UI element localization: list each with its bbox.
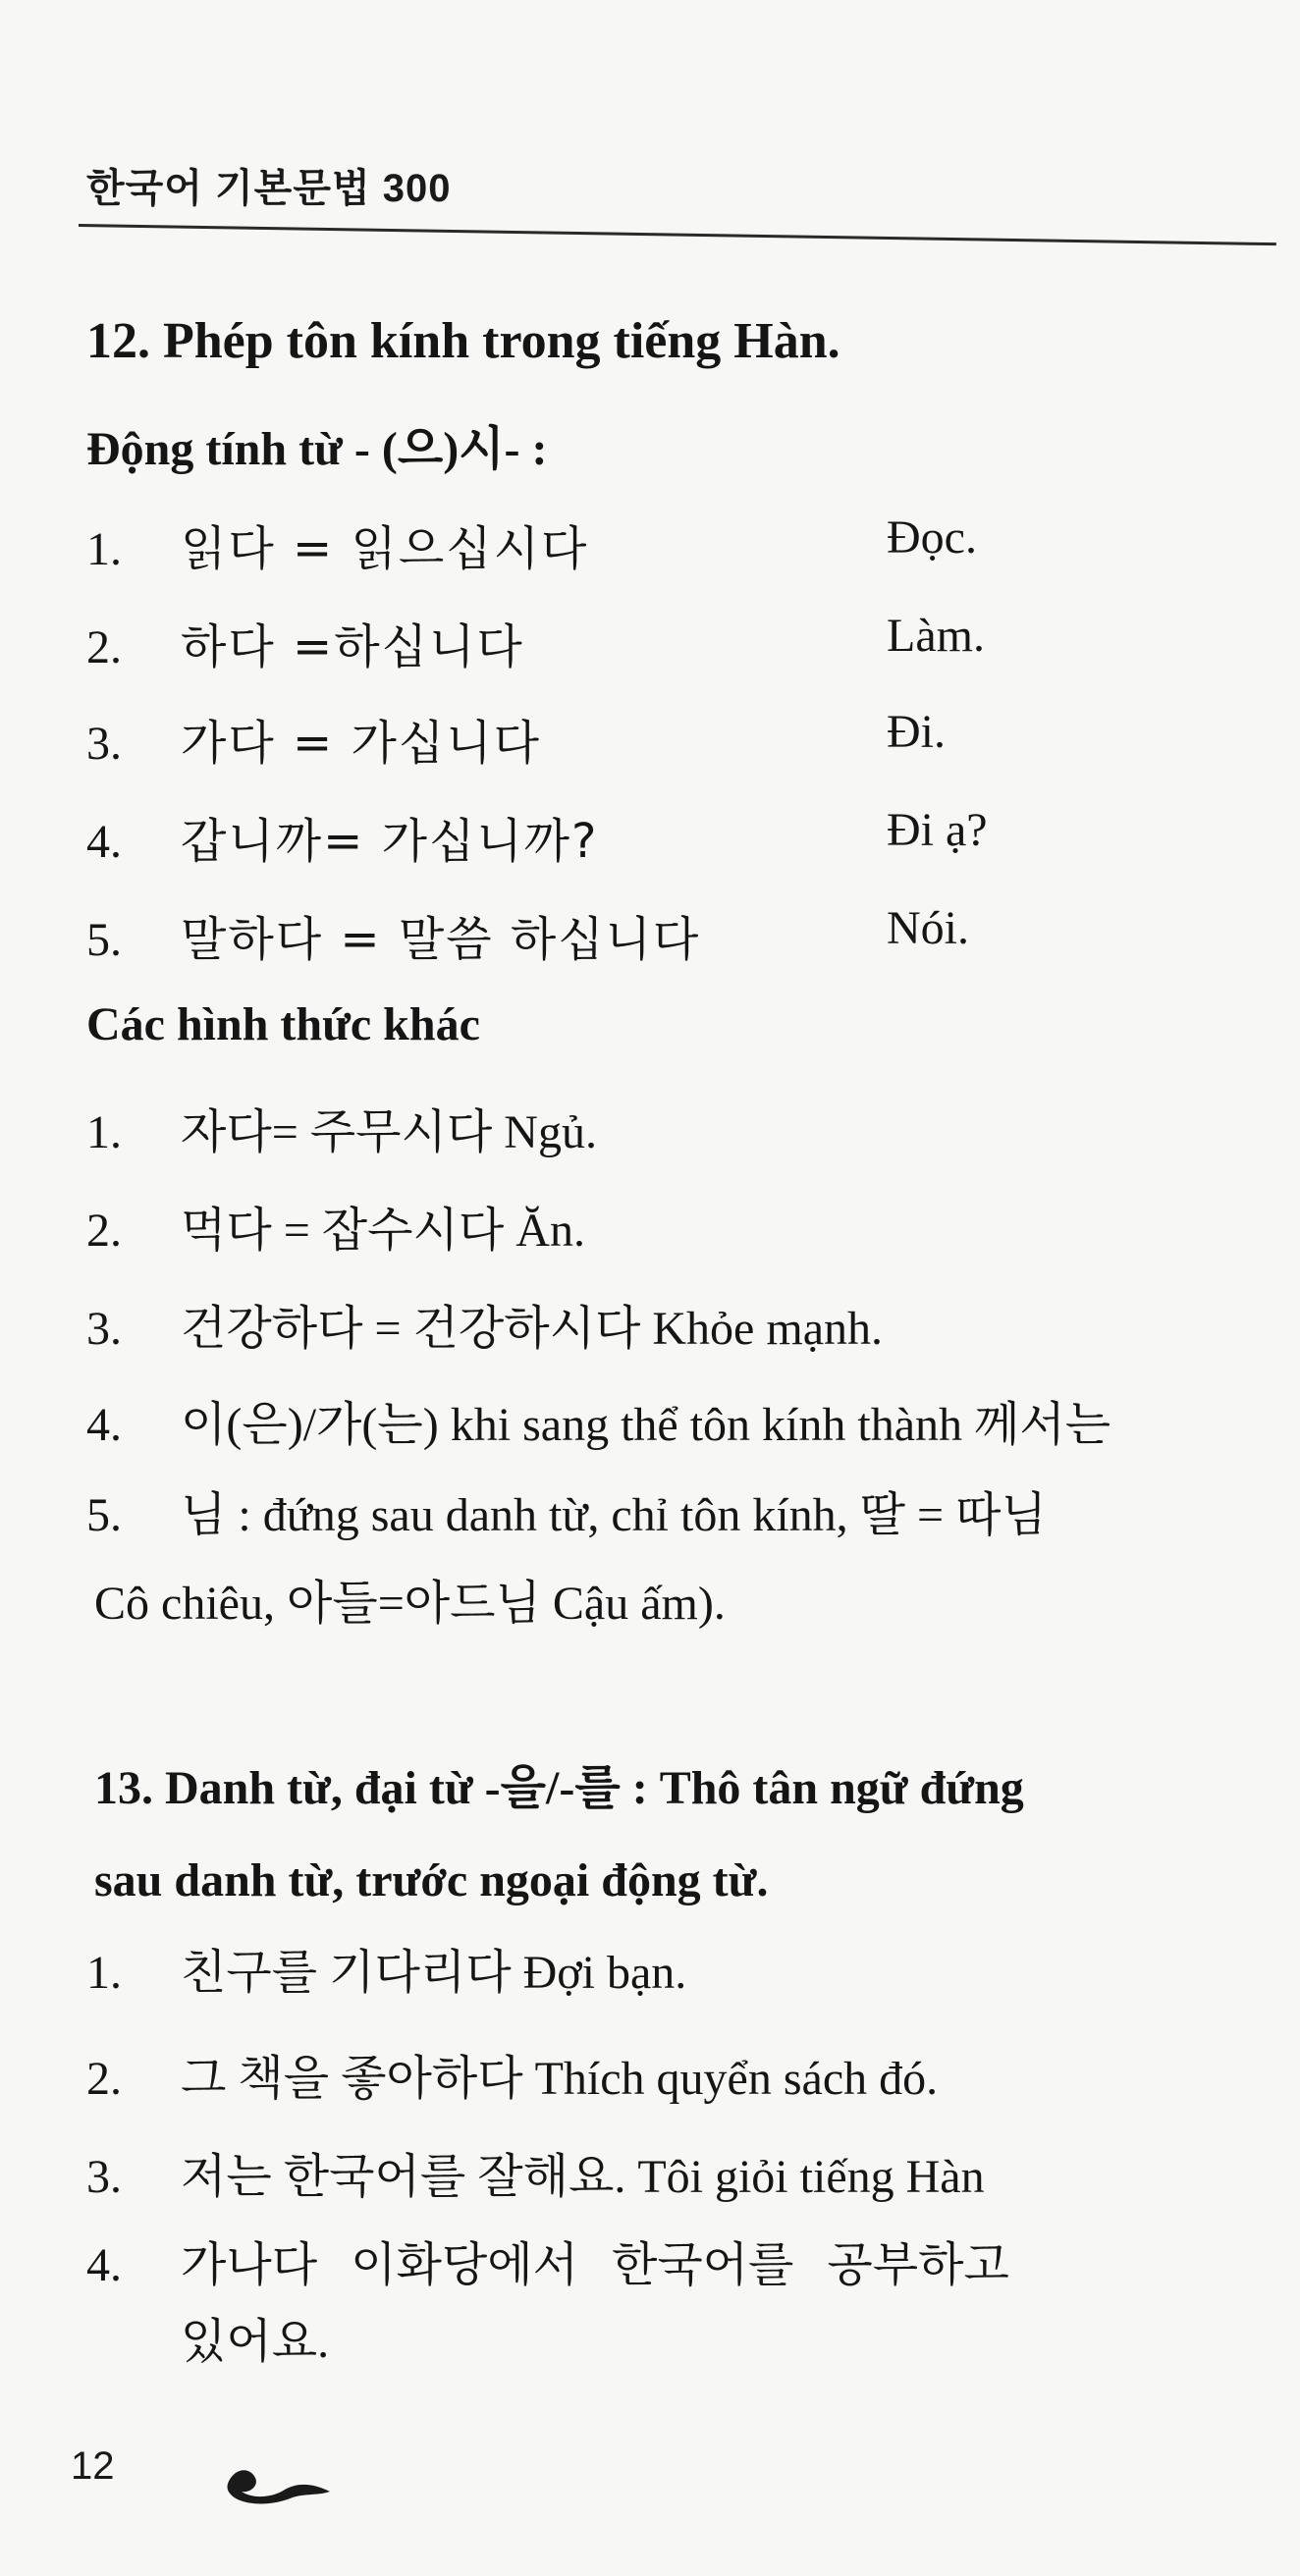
item-number: 1. bbox=[86, 523, 122, 575]
list-item bbox=[86, 1386, 1110, 1454]
item-number: 2. bbox=[86, 2053, 122, 2105]
other-forms-title: Các hình thức khác bbox=[86, 998, 480, 1050]
ornament-icon bbox=[220, 2454, 338, 2513]
item-text: 친구를 기다리다 Đợi bạn. bbox=[181, 1947, 687, 1999]
list-item bbox=[86, 2138, 985, 2206]
running-header: 한국어 기본문법 300 bbox=[86, 167, 452, 210]
list-item bbox=[86, 901, 1265, 969]
korean-form: 읽다 = 읽으십시다 bbox=[181, 521, 589, 576]
meaning: Đọc. bbox=[887, 511, 977, 564]
section-12-title: 12. Phép tôn kính trong tiếng Hàn. bbox=[86, 313, 840, 369]
item-text: 건강하다 = 건강하시다 Khỏe mạnh. bbox=[181, 1303, 883, 1355]
item-text: 가나다 이화당에서 한국어를 공부하고 bbox=[181, 2239, 1009, 2291]
korean-form: 갑니까= 가십니까? bbox=[181, 814, 599, 869]
item-text: 자다= 주무시다 Ngủ. bbox=[181, 1106, 597, 1158]
header-rule bbox=[79, 224, 1276, 245]
meaning: Đi. bbox=[887, 706, 946, 758]
item-number: 5. bbox=[86, 914, 122, 966]
list-item bbox=[86, 1290, 883, 1358]
item-number: 2. bbox=[86, 1205, 122, 1257]
korean-form: 하다 =하십니다 bbox=[181, 619, 524, 674]
list-item bbox=[86, 1192, 585, 1260]
item-number: 3. bbox=[86, 718, 122, 770]
item-number: 2. bbox=[86, 621, 122, 673]
korean-form: 가다 = 가십니다 bbox=[181, 716, 541, 771]
item-number: 1. bbox=[86, 1106, 122, 1158]
item-number: 4. bbox=[86, 2239, 122, 2291]
meaning: Nói. bbox=[887, 902, 969, 954]
item-number: 4. bbox=[86, 1399, 122, 1451]
item-text: 이(은)/가(는) khi sang thể tôn kính thành 께서는 bbox=[181, 1399, 1111, 1451]
section-13-title-line-2: sau danh từ, trước ngoại động từ. bbox=[94, 1854, 769, 1906]
item-text: 먹다 = 잡수시다 Ăn. bbox=[181, 1205, 585, 1257]
item-number: 1. bbox=[86, 1947, 122, 1999]
item-text: 님 : đứng sau danh từ, chỉ tôn kính, 딸 = 따님 bbox=[181, 1489, 1047, 1541]
section-12-subtitle: Động tính từ - (으)시- : bbox=[86, 423, 548, 475]
item-text: 저는 한국어를 잘해요. Tôi giỏi tiếng Hàn bbox=[181, 2151, 985, 2203]
list-item bbox=[86, 1094, 597, 1161]
continuation-text: 있어요. bbox=[181, 2316, 330, 2368]
item-number: 5. bbox=[86, 1489, 122, 1541]
meaning: Làm. bbox=[887, 610, 985, 662]
list-item bbox=[86, 1934, 686, 2002]
list-item bbox=[86, 803, 1265, 871]
continuation-text: Cô chiêu, 아들=아드님 Cậu ấm). bbox=[94, 1578, 726, 1630]
item-number: 3. bbox=[86, 1303, 122, 1355]
item-number: 3. bbox=[86, 2151, 122, 2203]
page-number: 12 bbox=[71, 2444, 115, 2488]
list-item bbox=[86, 705, 1265, 773]
meaning: Đi ạ? bbox=[887, 804, 988, 856]
item-number: 4. bbox=[86, 816, 122, 868]
list-item bbox=[86, 510, 1265, 578]
section-13-title-line-1: 13. Danh từ, đại từ -을/-를 : Thô tân ngữ đứng bbox=[94, 1762, 1024, 1814]
list-item bbox=[86, 1476, 1047, 1544]
list-item bbox=[86, 2040, 938, 2108]
list-item bbox=[86, 609, 1265, 676]
list-item bbox=[86, 2227, 1009, 2294]
item-text: 그 책을 좋아하다 Thích quyển sách đó. bbox=[181, 2053, 939, 2105]
korean-form: 말하다 = 말씀 하십니다 bbox=[181, 912, 701, 967]
